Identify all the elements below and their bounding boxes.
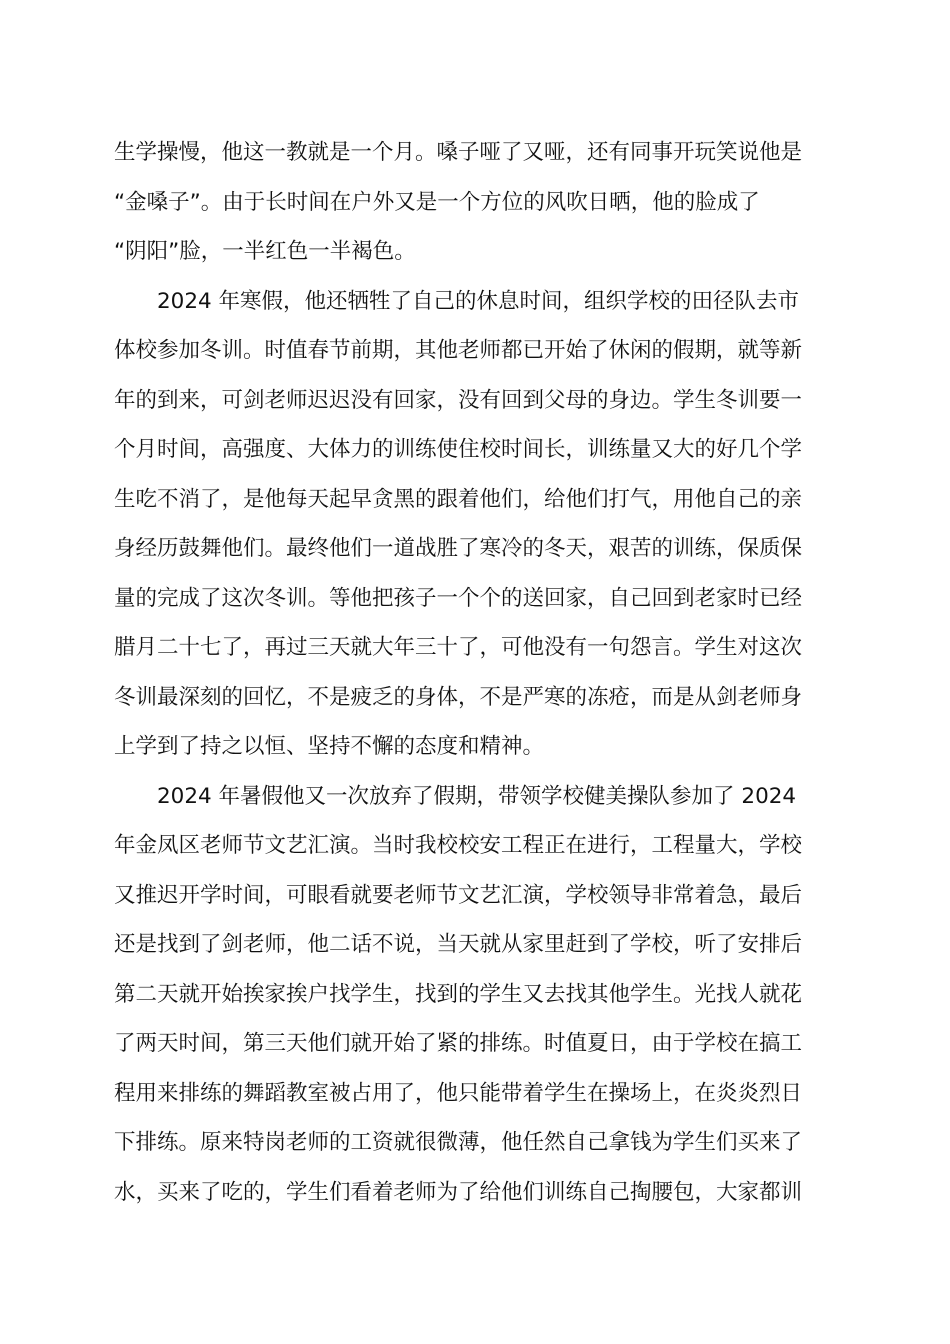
text-line: 个月时间，高强度、大体力的训练使住校时间长，训练量又大的好几个学 bbox=[114, 437, 803, 462]
text-line: 腊月二十七了，再过三天就大年三十了，可他没有一句怨言。学生对这次 bbox=[114, 635, 803, 660]
text-line: 体校参加冬训。时值春节前期，其他老师都已开始了休闲的假期，就等新 bbox=[114, 338, 803, 363]
text-line: 又推迟开学时间，可眼看就要老师节文艺汇演，学校领导非常着急，最后 bbox=[114, 882, 803, 908]
text-line: “金嗓子”。由于长时间在户外又是一个方位的风吹日晒，他的脸成了 bbox=[114, 189, 760, 215]
text-line: 生学操慢，他这一教就是一个月。嗓子哑了又哑，还有同事开玩笑说他是 bbox=[114, 140, 803, 165]
text-line: 身经历鼓舞他们。最终他们一道战胜了寒冷的冬天，艰苦的训练，保质保 bbox=[114, 536, 803, 561]
text-line: 程用来排练的舞蹈教室被占用了，他只能带着学生在操场上，在炎炎烈日 bbox=[114, 1080, 803, 1106]
body-text bbox=[114, 128, 836, 1217]
text-line: 冬训最深刻的回忆，不是疲乏的身体，不是严寒的冻疮，而是从剑老师身 bbox=[114, 684, 803, 710]
text-line: 了两天时间，第三天他们就开始了紧的排练。时值夏日，由于学校在搞工 bbox=[114, 1031, 803, 1056]
text-line: 还是找到了剑老师，他二话不说，当天就从家里赶到了学校，听了安排后 bbox=[114, 932, 803, 957]
text-line: 下排练。原来特岗老师的工资就很微薄，他任然自己拿钱为学生们买来了 bbox=[114, 1130, 803, 1155]
text-line: 年的到来，可剑老师迟迟没有回家，没有回到父母的身边。学生冬训要一 bbox=[114, 387, 803, 413]
text-line: 年金凤区老师节文艺汇演。当时我校校安工程正在进行，工程量大，学校 bbox=[114, 833, 803, 858]
text-line: 量的完成了这次冬训。等他把孩子一个个的送回家，自己回到老家时已经 bbox=[114, 585, 803, 611]
paragraph-start-line: 2024 年暑假他又一次放弃了假期，带领学校健美操队参加了 2024 bbox=[157, 783, 797, 809]
text-line: 第二天就开始挨家挨户找学生，找到的学生又去找其他学生。光找人就花 bbox=[114, 981, 803, 1007]
text-line: 生吃不消了，是他每天起早贪黑的跟着他们，给他们打气，用他自己的亲 bbox=[114, 486, 803, 512]
text-line: 水，买来了吃的，学生们看着老师为了给他们训练自己掏腰包，大家都训 bbox=[114, 1179, 803, 1205]
paragraph-start-line: 2024 年寒假，他还牺牲了自己的休息时间，组织学校的田径队去市 bbox=[157, 288, 800, 314]
text-line: 上学到了持之以恒、坚持不懈的态度和精神。 bbox=[114, 734, 545, 759]
text-line: “阴阳”脸，一半红色一半褐色。 bbox=[114, 239, 416, 264]
